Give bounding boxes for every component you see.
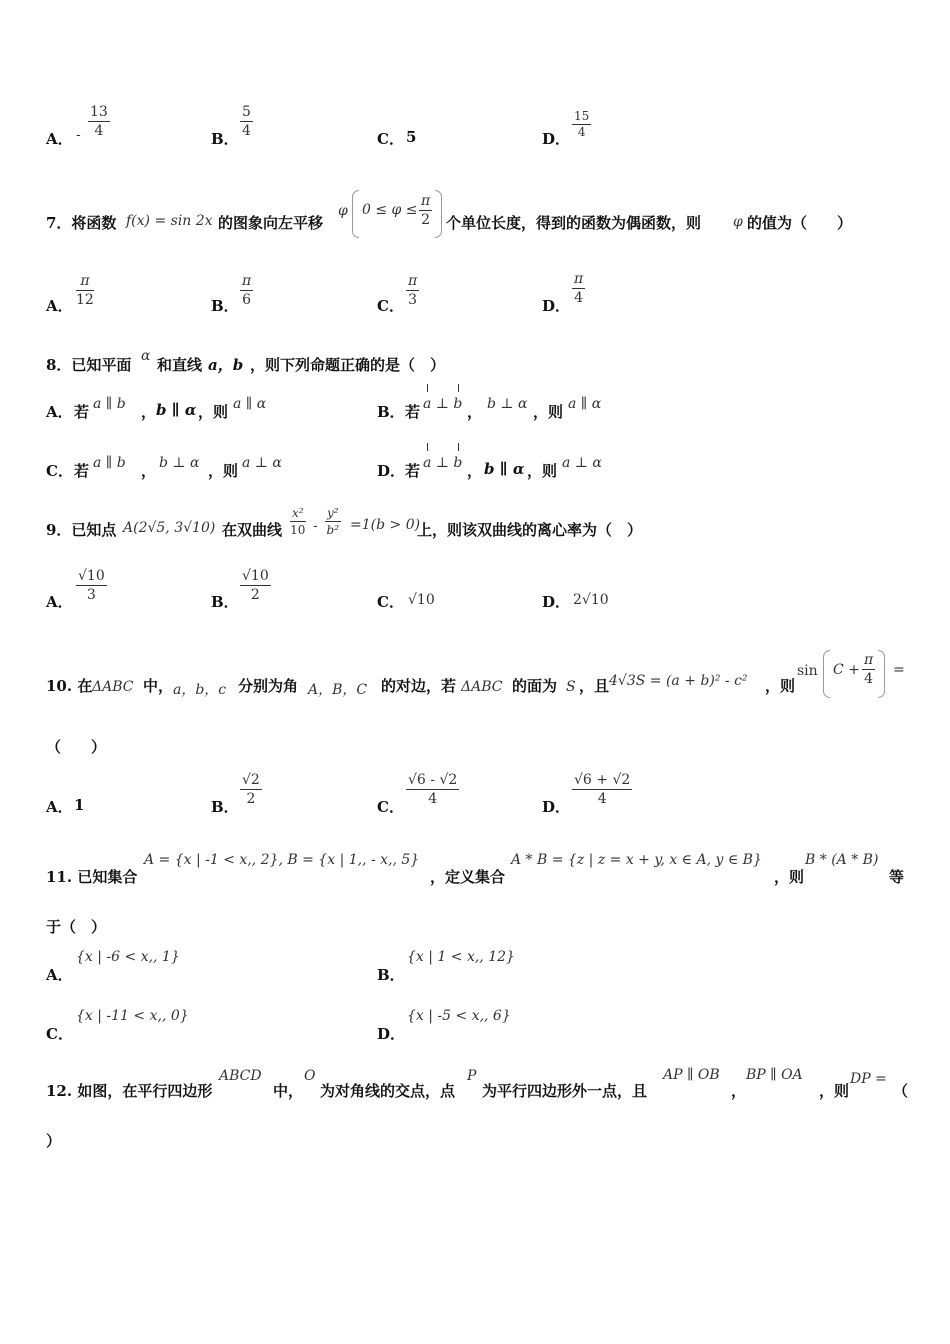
q7-cond-numerator: π [421, 193, 431, 209]
q11-option-a-value: {x | -6 < x,, 1} [76, 949, 180, 965]
q8-option-a-cond1: a ∥ b [93, 396, 126, 412]
q8-option-d-cond2: b ∥ α [484, 460, 525, 478]
q9-mid: 在双曲线 [222, 521, 283, 539]
q9-option-b-fraction [240, 567, 271, 604]
q9-option-a-label: A． [46, 593, 73, 611]
q8-option-c-ruo: 若 [74, 462, 90, 480]
q6-a-denominator: 4 [94, 123, 104, 139]
q9-option-d-label: D． [542, 593, 571, 611]
q9-lead: 9．已知点 [46, 521, 117, 539]
q9-b-denominator: 2 [250, 587, 260, 603]
q6-option-c-value: 5 [406, 128, 417, 146]
q12-open-paren: （ [893, 1082, 909, 1100]
q7-option-d-fraction [572, 270, 585, 307]
q8-option-c-cond2: b ⊥ α [159, 455, 200, 471]
q10-option-a-label: A． [46, 798, 73, 816]
q10-sin: sin [797, 663, 818, 679]
q6-option-d-fraction [572, 109, 591, 140]
q8-lead: 8．已知平面 [46, 356, 132, 374]
q7-option-c-label: C． [377, 297, 404, 315]
q7-c-numerator: π [408, 273, 418, 289]
q8-option-c-cond1: a ∥ b [93, 455, 126, 471]
q11-option-c-label: C． [46, 1025, 73, 1043]
q7-cond-denominator: 2 [421, 212, 431, 228]
q11-option-d-label: D． [377, 1025, 406, 1043]
q8-mid: 和直线 [157, 356, 203, 374]
q7-option-d-label: D． [542, 297, 571, 315]
q8-option-d-result: a ⊥ α [562, 455, 602, 471]
q9-end: 上，则该双曲线的离心率为（ ） [417, 521, 643, 539]
q8-option-c-label: C． [46, 462, 73, 480]
q7-left-paren [352, 190, 359, 238]
q10-d-numerator: √6 + √2 [574, 772, 631, 788]
q8-option-d-then: ，则 [527, 462, 558, 480]
q7-lead: 7．将函数 [46, 214, 117, 232]
q12-mid2: 为平行四边形外一点，且 [482, 1082, 648, 1100]
q10-mid1: 分别为角 [238, 677, 299, 695]
q8-option-d-cond1: a ⊥ b [423, 455, 463, 471]
q12-mid1: 为对角线的交点，点 [320, 1082, 456, 1100]
q8-option-a-label: A． [46, 403, 73, 421]
q7-option-a-label: A． [46, 297, 73, 315]
q10-d-denominator: 4 [597, 791, 607, 807]
q10-option-a-value: 1 [74, 796, 85, 814]
q7-c-denominator: 3 [408, 292, 418, 308]
q7-mid: 的图象向左平移 [218, 214, 324, 232]
q10-lead: 10. 在 [46, 677, 93, 695]
q10-right-paren [878, 650, 885, 698]
q11-end: 等 [889, 868, 905, 886]
q10-option-d-label: D． [542, 798, 571, 816]
q8-alpha: α [141, 348, 151, 364]
q10-zhong: 中， [143, 677, 174, 695]
q11-option-d-value: {x | -5 < x,, 6} [407, 1008, 511, 1024]
q10-triangle-2: ΔABC [461, 679, 503, 695]
q10-option-b-label: B． [211, 798, 239, 816]
q8-option-a-then: ，则 [198, 403, 229, 421]
q10-pi: π [864, 652, 874, 668]
q8-option-c-then: ，则 [208, 462, 239, 480]
q11-definition: A * B = {z | z = x + y, x ∈ A, y ∈ B} [511, 852, 762, 868]
q10-triangle: ΔABC [92, 679, 134, 695]
q9-option-b-label: B． [211, 593, 239, 611]
q6-b-numerator: 5 [242, 104, 251, 120]
q7-b-denominator: 6 [242, 292, 252, 308]
q9-option-d-value: 2√10 [573, 592, 609, 608]
q10-option-b-fraction [240, 771, 262, 808]
q7-d-denominator: 4 [574, 290, 584, 306]
q12-p: P [467, 1068, 477, 1084]
q8-option-b-result: a ∥ α [568, 396, 602, 412]
q9-equation-rhs: =1(b > 0) [350, 517, 421, 533]
q6-d-denominator: 4 [577, 125, 586, 139]
q8-b-vector-mark-a [427, 384, 428, 392]
q9-x-denominator: 10 [290, 523, 306, 537]
q8-option-c-comma: ， [141, 462, 157, 480]
q8-option-b-ruo: 若 [405, 403, 421, 421]
q7-end: 的值为（ ） [747, 214, 853, 232]
q9-y-fraction [325, 505, 341, 538]
q9-option-c-value: √10 [408, 592, 435, 608]
q7-condition: 0 ≤ φ ≤ [362, 202, 418, 218]
q7-tail: 个单位长度，得到的函数为偶函数，则 [446, 214, 702, 232]
q10-b-denominator: 2 [246, 791, 256, 807]
q8-option-a-comma: ， [141, 403, 157, 421]
q10-option-c-label: C． [377, 798, 404, 816]
q6-d-numerator: 15 [574, 109, 590, 123]
q12-dp-equals: DP = [850, 1071, 887, 1087]
q8-option-a-cond2: b ∥ α [156, 401, 197, 419]
q8-option-d-label: D． [377, 462, 406, 480]
q8-d-vector-mark-b [458, 443, 459, 451]
q8-option-a-ruo: 若 [74, 403, 90, 421]
q12-abcd: ABCD [219, 1068, 262, 1084]
q12-ap-parallel-ob: AP ∥ OB [663, 1067, 720, 1083]
q7-option-a-fraction [76, 272, 94, 309]
q6-b-denominator: 4 [242, 123, 251, 139]
q6-option-b-fraction [240, 103, 253, 140]
q12-lead: 12. 如图，在平行四边形 [46, 1082, 213, 1100]
q10-mid3: 的面为 [512, 677, 558, 695]
q10-mid2: 的对边，若 [381, 677, 457, 695]
q7-a-denominator: 12 [76, 292, 94, 308]
q10-c-denominator: 4 [428, 791, 438, 807]
q10-c-plus: C + [833, 662, 860, 678]
q12-mid3: ，则 [819, 1082, 850, 1100]
q8-option-d-comma: ， [467, 462, 483, 480]
q9-option-c-label: C． [377, 593, 404, 611]
q8-option-a-result: a ∥ α [233, 396, 267, 412]
q8-d-vector-mark-a [427, 443, 428, 451]
q10-formula: 4√3S = (a + b)² - c² [609, 673, 748, 689]
q10-pi-over-4 [862, 651, 875, 688]
q10-mid5: ，则 [765, 677, 796, 695]
q7-a-numerator: π [76, 272, 94, 291]
q11-mid2: ，则 [774, 868, 805, 886]
q10-answer-paren: （ ） [46, 738, 107, 756]
q7-b-numerator: π [242, 273, 252, 289]
q11-expression: B * (A * B) [805, 852, 879, 868]
q8-option-b-comma: ， [467, 403, 483, 421]
q11-lead: 11. 已知集合 [46, 868, 138, 886]
q11-mid: ，定义集合 [430, 868, 506, 886]
q12-o: O [304, 1068, 316, 1084]
q7-phi-2: φ [733, 214, 743, 230]
q9-b-numerator: √10 [242, 568, 269, 584]
q7-phi: φ [338, 203, 348, 219]
q11-line2: 于（ ） [46, 918, 107, 936]
q9-a-denominator: 3 [86, 587, 96, 603]
q10-sides: a，b，c [173, 682, 227, 698]
q8-option-d-ruo: 若 [405, 462, 421, 480]
q10-b-numerator: √2 [242, 772, 260, 788]
q8-end: ，则下列命题正确的是（ ） [250, 356, 446, 374]
q10-mid4: ，且 [579, 677, 610, 695]
q11-sets: A = {x | -1 < x,, 2}, B = {x | 1,, - x,, 5} [144, 852, 420, 868]
q9-y-squared: y² [327, 506, 339, 520]
q9-minus: - [313, 518, 318, 534]
q6-option-d-label: D． [542, 130, 571, 148]
q8-option-b-label: B． [377, 403, 405, 421]
q8-b-vector-mark-b [458, 384, 459, 392]
q12-bp-parallel-oa: BP ∥ OA [746, 1067, 803, 1083]
q10-angles: A，B，C [308, 682, 368, 698]
q9-x-fraction [290, 505, 306, 538]
q8-lines-ab: a，b [208, 356, 244, 374]
q12-comma: ， [731, 1082, 747, 1100]
q6-option-c-label: C． [377, 130, 404, 148]
q11-option-a-label: A． [46, 966, 73, 984]
q10-area-s: S [566, 679, 576, 695]
q8-option-b-then: ，则 [533, 403, 564, 421]
q10-equals: = [893, 662, 905, 678]
q7-option-b-label: B． [211, 297, 239, 315]
q6-option-a-sign: - [76, 127, 81, 143]
q10-left-paren [823, 650, 830, 698]
q6-option-a-fraction [88, 103, 110, 140]
q12-zhong: 中， [273, 1082, 304, 1100]
q11-option-b-label: B． [377, 966, 405, 984]
q9-y-denominator: b² [326, 523, 340, 537]
q6-option-a-label: A． [46, 130, 73, 148]
q10-option-d-fraction [572, 771, 632, 808]
q6-option-b-label: B． [211, 130, 239, 148]
q7-option-b-fraction [240, 272, 253, 309]
q9-point: A(2√5, 3√10) [123, 520, 216, 536]
q7-right-paren [435, 190, 442, 238]
q8-option-c-result: a ⊥ α [242, 455, 282, 471]
q9-a-numerator: √10 [78, 568, 105, 584]
q8-option-b-cond2: b ⊥ α [487, 396, 528, 412]
q10-c-numerator: √6 - √2 [408, 772, 458, 788]
q7-function: f(x) = sin 2x [126, 213, 213, 229]
q12-close-paren: ） [46, 1132, 62, 1150]
q10-four: 4 [864, 671, 874, 687]
q7-option-c-fraction [406, 272, 419, 309]
q8-option-b-cond1: a ⊥ b [423, 396, 463, 412]
q6-a-numerator: 13 [90, 104, 108, 120]
q9-x-squared: x² [292, 506, 304, 520]
q11-option-c-value: {x | -11 < x,, 0} [76, 1008, 189, 1024]
q7-condition-fraction [419, 192, 432, 229]
q9-option-a-fraction [76, 567, 107, 604]
q11-option-b-value: {x | 1 < x,, 12} [407, 949, 515, 965]
q7-d-numerator: π [574, 271, 584, 287]
q10-option-c-fraction [406, 771, 459, 808]
